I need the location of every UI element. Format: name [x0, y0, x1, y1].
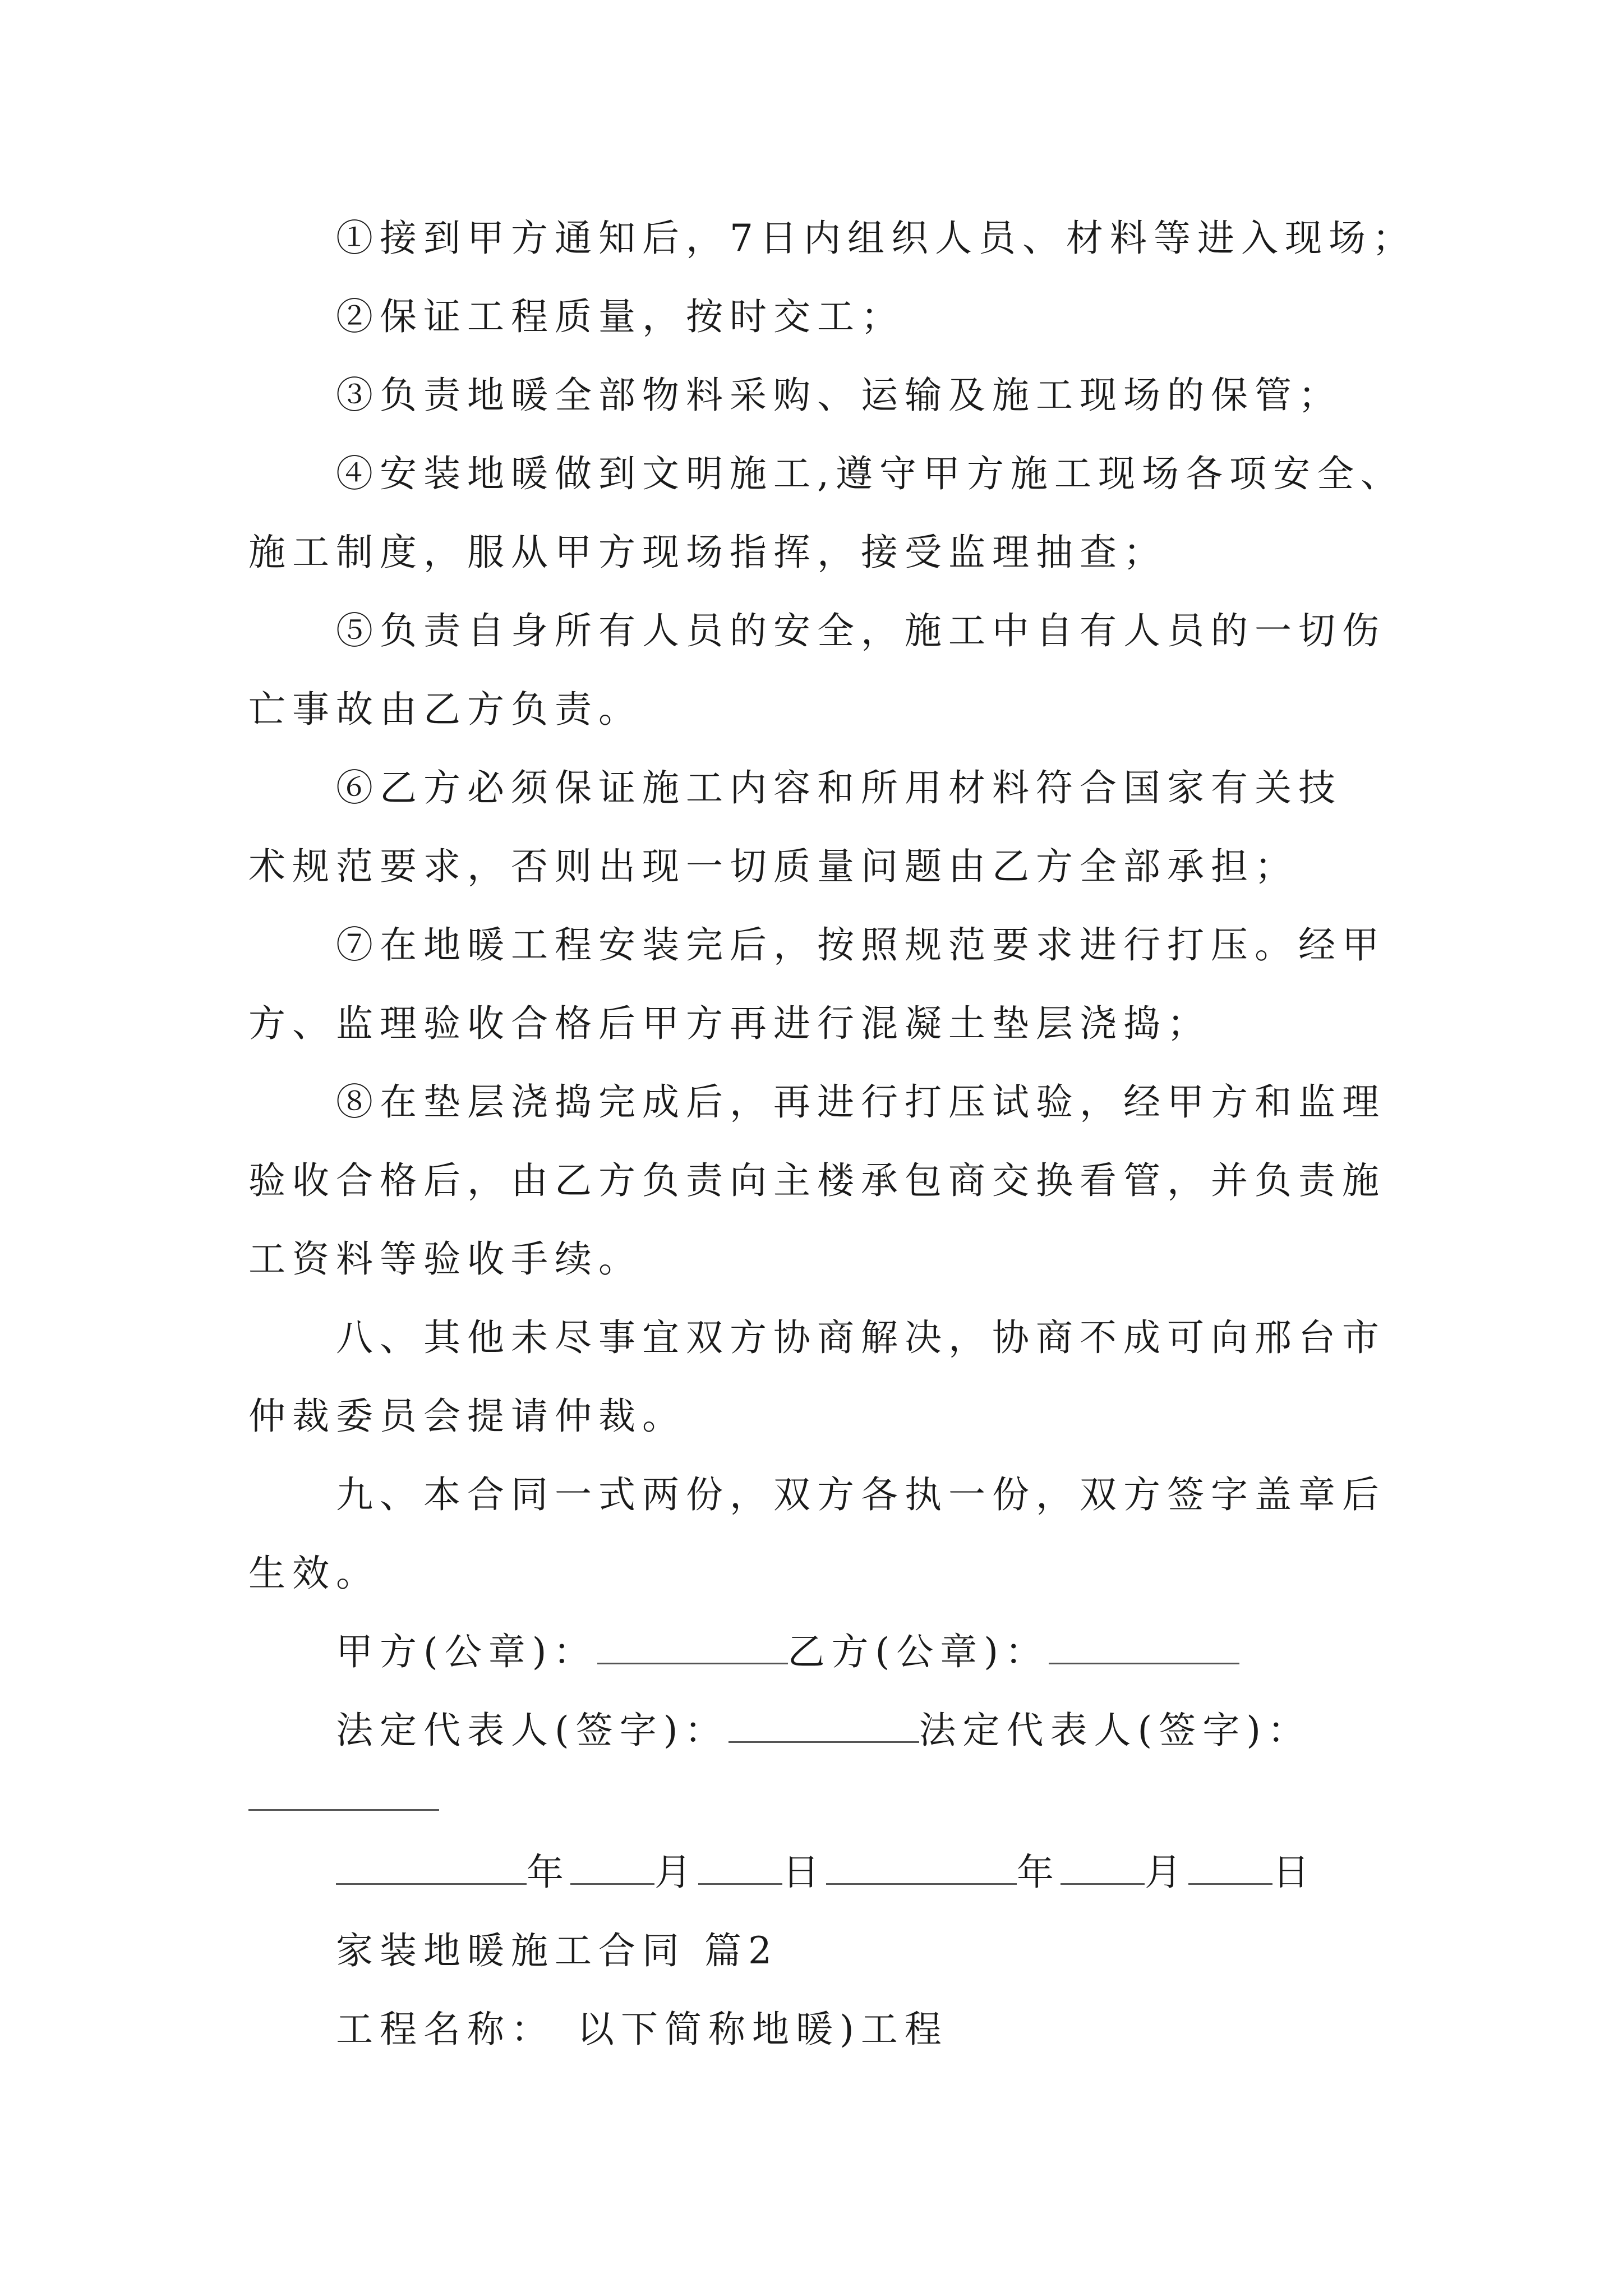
clause-2: ②保证工程质量，按时交工； [336, 295, 905, 338]
rep-a-label: 法定代表人(签字)： [336, 1709, 728, 1752]
section-2-title: 家装地暖施工合同 篇2 [336, 1929, 778, 1972]
party-a-seal-blank [597, 1629, 788, 1664]
article-9-line-1: 九、本合同一式两份，双方各执一份，双方签字盖章后 [336, 1473, 1386, 1516]
date-a-month-blank [570, 1849, 654, 1885]
clause-7-line-1: ⑦在地暖工程安装完后，按照规范要求进行打压。经甲 [336, 923, 1386, 967]
project-name-label: 工程名称： [336, 2008, 555, 2051]
clause-7-line-2: 方、监理验收合格后甲方再进行混凝土垫层浇捣； [248, 1002, 1211, 1045]
date-b-month-blank [1061, 1849, 1145, 1885]
party-a-seal-label: 甲方(公章)： [336, 1630, 597, 1673]
date-line: 年 月 日 年 月 日 [248, 1833, 1381, 1912]
date-a-year-blank [336, 1849, 527, 1885]
rep-b-blank [248, 1770, 439, 1811]
party-b-seal-blank [1049, 1629, 1239, 1664]
rep-a-blank [728, 1708, 919, 1743]
document-body [248, 199, 1416, 2069]
date-b-year-blank [826, 1849, 1017, 1885]
project-name-value: 以下简称地暖)工程 [577, 2008, 948, 2051]
clause-6-line-2: 术规范要求，否则出现一切质量问题由乙方全部承担； [248, 845, 1298, 888]
rep-b-label: 法定代表人(签字)： [919, 1709, 1311, 1752]
clause-8-line-1: ⑧在垫层浇捣完成后，再进行打压试验，经甲方和监理 [336, 1080, 1386, 1124]
article-8-line-1: 八、其他未尽事宜双方协商解决，协商不成可向邢台市 [336, 1316, 1386, 1359]
clause-5-line-1: ⑤负责自身所有人员的安全，施工中自有人员的一切伤 [336, 609, 1386, 652]
article-8-line-2: 仲裁委员会提请仲裁。 [248, 1395, 686, 1438]
clause-5-line-2: 亡事故由乙方负责。 [248, 688, 642, 731]
clause-4-line-2: 施工制度，服从甲方现场指挥，接受监理抽查； [248, 531, 1167, 574]
representative-line [248, 1691, 1381, 1770]
clause-8-line-3: 工资料等验收手续。 [248, 1237, 642, 1281]
clause-4-line-1: ④安装地暖做到文明施工,遵守甲方施工现场各项安全、 [336, 452, 1404, 495]
article-9-line-2: 生效。 [248, 1552, 380, 1595]
clause-6-line-1: ⑥乙方必须保证施工内容和所用材料符合国家有关技 [336, 766, 1342, 809]
date-b-day-blank [1188, 1849, 1272, 1885]
clause-1: ①接到甲方通知后，7日内组织人员、材料等进入现场； [336, 217, 1416, 260]
project-name-line [248, 1990, 1381, 2069]
date-a-day-blank [698, 1849, 782, 1885]
party-b-seal-label: 乙方(公章)： [787, 1630, 1049, 1673]
clause-3: ③负责地暖全部物料采购、运输及施工现场的保管； [336, 374, 1342, 417]
party-seal-line [248, 1613, 1381, 1691]
clause-8-line-2: 验收合格后，由乙方负责向主楼承包商交换看管，并负责施 [248, 1159, 1386, 1202]
